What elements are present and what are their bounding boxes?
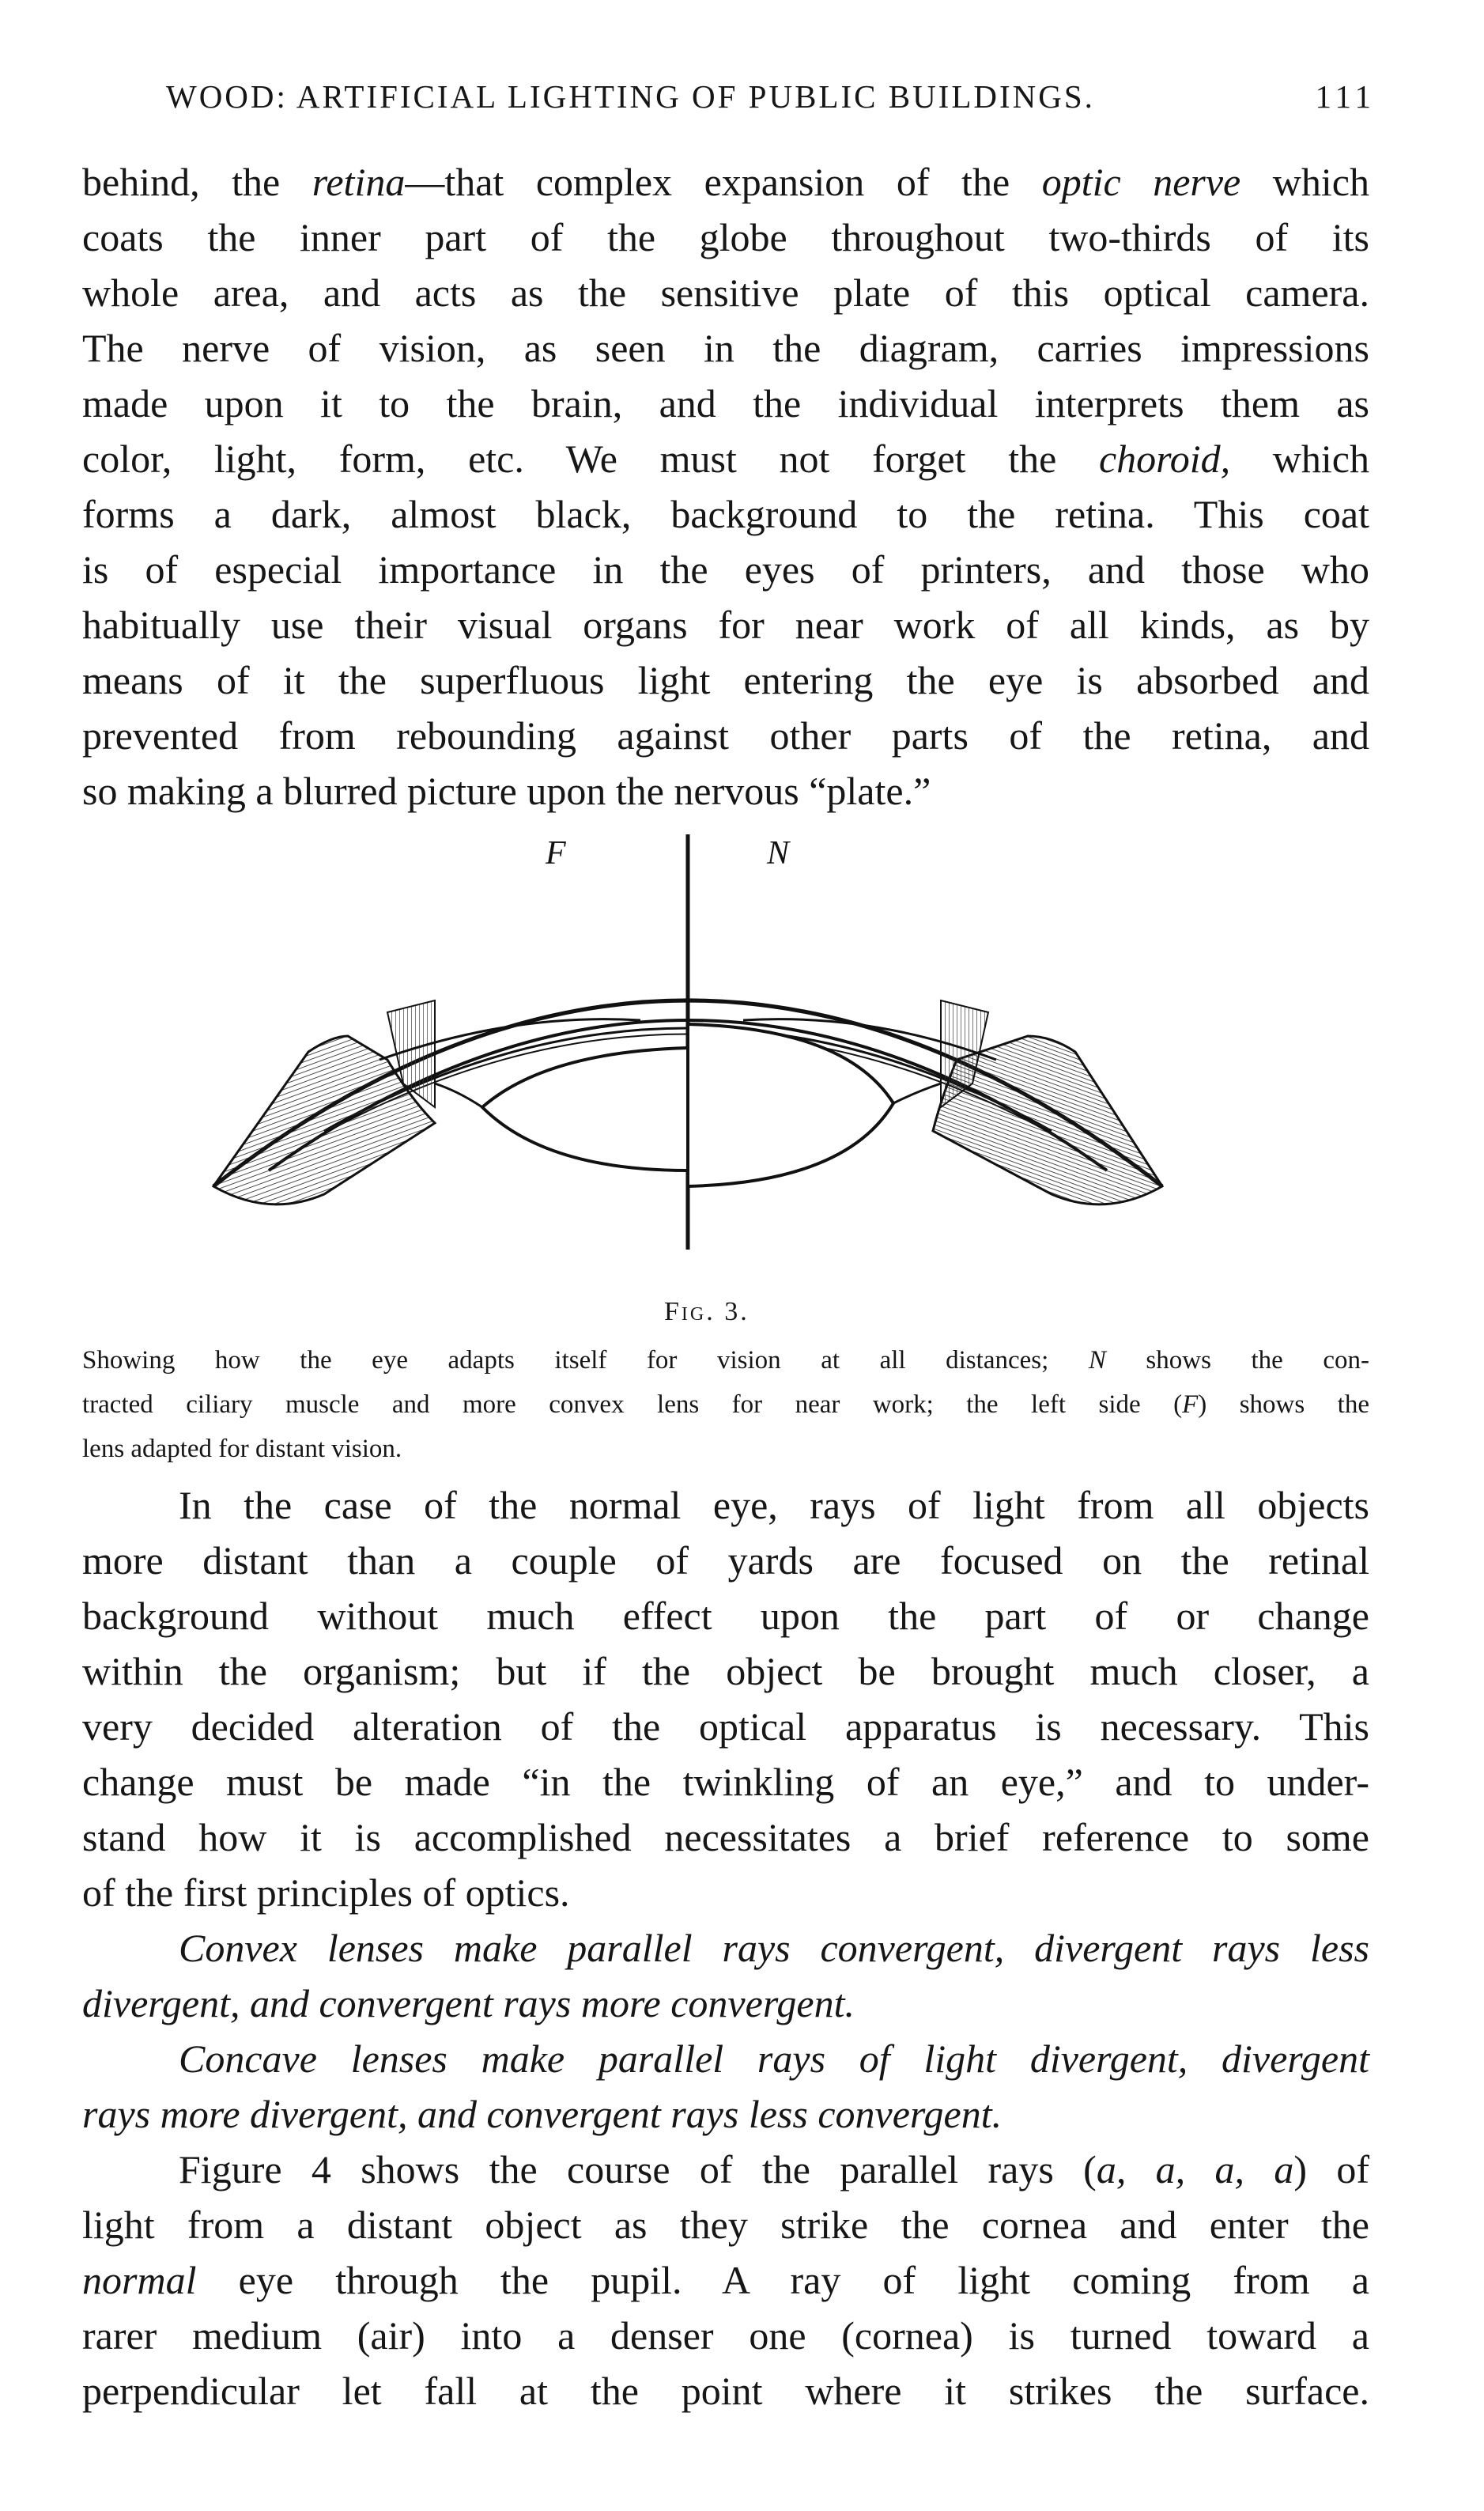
text-line: The nerve of vision, as seen in the diagram, carries impressions [82, 326, 1369, 370]
text-line: Convex lenses make parallel rays convergent, divergent rays less [179, 1926, 1369, 1970]
text-line: color, light, form, etc. We must not forget the choroid, which [82, 437, 1369, 481]
paragraph-figure-4 [82, 2142, 1369, 2418]
text-line: divergent, and convergent rays more convergent. [82, 1981, 855, 2025]
term-retina: retina [312, 160, 406, 204]
caption-line: Showing how the eye adapts itself for vision at all distances; N shows the con- [82, 1346, 1370, 1375]
text-line: rays more divergent, and convergent rays less convergent. [82, 2092, 1003, 2136]
text-line: made upon it to the brain, and the individual interprets them as [82, 381, 1369, 425]
text-line: prevented from rebounding against other parts of the retina, and [82, 713, 1369, 758]
text-line: within the organism; but if the object be brought much closer, a [82, 1649, 1369, 1693]
label-far: F [546, 835, 566, 872]
paragraph-retina [82, 154, 1369, 819]
text-line: means of it the superfluous light entering the eye is absorbed and [82, 658, 1369, 702]
running-title: WOOD: ARTIFICIAL LIGHTING OF PUBLIC BUILDINGS. [166, 78, 1095, 115]
lens-near-half [688, 1024, 893, 1186]
text-line: normal eye through the pupil. A ray of light coming from a [82, 2258, 1369, 2302]
paragraph-concave-lenses [82, 2031, 1369, 2142]
lens-distant-half [482, 1048, 688, 1170]
text-line: change must be made “in the twinkling of an eye,” and to under- [82, 1760, 1369, 1804]
running-header [166, 78, 1376, 125]
text-line: so making a blurred picture upon the nervous “plate.” [82, 769, 931, 813]
text-line: rarer medium (air) into a denser one (cornea) is turned toward a [82, 2313, 1369, 2358]
text-line: light from a distant object as they strike the cornea and enter the [82, 2203, 1369, 2247]
paragraph-normal-eye [82, 1477, 1369, 1920]
text-line: Figure 4 shows the course of the parallel rays (a, a, a, a) of [179, 2147, 1370, 2191]
caption-line: lens adapted for distant vision. [82, 1435, 402, 1463]
text-line: whole area, and acts as the sensitive plate of this optical camera. [82, 270, 1369, 315]
figure-title: Fig. 3. [664, 1297, 750, 1326]
text-line: habitually use their visual organs for near work of all kinds, as by [82, 603, 1369, 647]
text-line: background without much effect upon the part of or change [82, 1594, 1369, 1638]
text-line: behind, the retina—that complex expansion of the optic nerve which [82, 160, 1369, 204]
page-number: 111 [1315, 78, 1376, 115]
eye-diagram-figure [198, 823, 1384, 1265]
text-line: stand how it is accomplished necessitates a brief reference to some [82, 1815, 1369, 1859]
eye-accommodation-illustration [198, 823, 1384, 1265]
label-near: N [767, 835, 790, 872]
term-optic-nerve: optic nerve [1041, 160, 1241, 204]
figure-caption [82, 1338, 1369, 1471]
term-normal: normal [82, 2258, 197, 2302]
term-choroid: choroid, [1098, 437, 1231, 481]
text-line: of the first principles of optics. [82, 1870, 570, 1915]
caption-line: tracted ciliary muscle and more convex lens for near work; the left side (F) shows the [82, 1390, 1369, 1419]
text-line: forms a dark, almost black, background to the retina. This coat [82, 492, 1369, 536]
text-line: is of especial importance in the eyes of printers, and those who [82, 547, 1369, 592]
text-line: Concave lenses make parallel rays of light divergent, divergent [179, 2036, 1369, 2081]
text-line: perpendicular let fall at the point where it strikes the surface. [82, 2369, 1369, 2413]
text-line: In the case of the normal eye, rays of light from all objects [179, 1483, 1369, 1527]
text-line: more distant than a couple of yards are focused on the retinal [82, 1538, 1369, 1583]
text-line: coats the inner part of the globe throughout two-thirds of its [82, 215, 1369, 259]
text-line: very decided alteration of the optical apparatus is necessary. This [82, 1704, 1369, 1749]
paragraph-convex-lenses [82, 1920, 1369, 2031]
